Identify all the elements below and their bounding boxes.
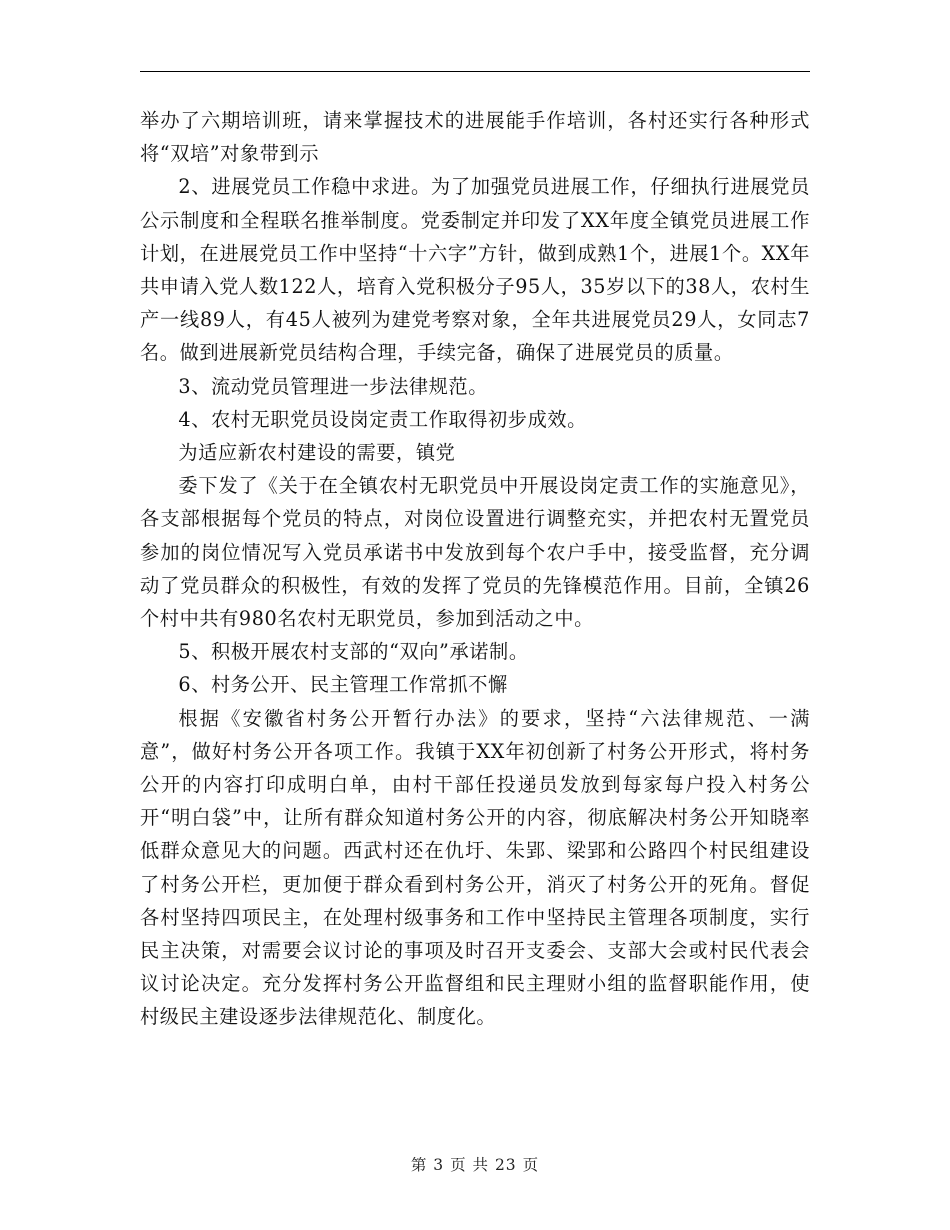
- paragraph: 6、村务公开、民主管理工作常抓不懈: [178, 673, 508, 697]
- paragraph: 举办了六期培训班，请来掌握技术的进展能手作培训，各村还实行各种形式将“双培”对象带到示: [140, 109, 810, 166]
- paragraph: 为适应新农村建设的需要，镇党: [178, 441, 456, 465]
- header-rule: [140, 71, 810, 72]
- paragraph: 3、流动党员管理进一步法律规范。: [178, 374, 489, 398]
- page-footer: [0, 1153, 950, 1175]
- paragraph: 4、农村无职党员设岗定责工作取得初步成效。: [178, 407, 587, 431]
- paragraph: 5、积极开展农村支部的“双向”承诺制。: [178, 640, 529, 664]
- paragraph: 根据《安徽省村务公开暂行办法》的要求，坚持“六法律规范、一满意”，做好村务公开各项工作。我镇于XX年初创新了村务公开形式，将村务公开的内容打印成明白单，由村干部任投递员发放到每家每户投入村务公开“明白袋”中，让所有群众知道村务公开的内容，彻底解决村务公开知晓率低群众意见大的问题。西武村还在仇圩、朱郢、梁郢和公路四个村民组建设了村务公开栏，更加便于群众看到村务公开，消灭了村务公开的死角。督促各村坚持四项民主，在处理村级事务和工作中坚持民主管理各项制度，实行民主决策，对需要会议讨论的事项及时召开支委会、支部大会或村民代表会议讨论决定。充分发挥村务公开监督组和民主理财小组的监督职能作用，使村级民主建设逐步法律规范化、制度化。: [140, 706, 810, 1029]
- page-number: 第 3 页 共 23 页: [410, 1156, 540, 1174]
- paragraph: 2、进展党员工作稳中求进。为了加强党员进展工作，仔细执行进展党员公示制度和全程联名推举制度。党委制定并印发了XX年度全镇党员进展工作计划，在进展党员工作中坚持“十六字”方针，做到成熟1个，进展1个。XX年共申请入党人数122人，培育入党积极分子95人，35岁以下的38人，农村生产一线89人，有45人被列为建党考察对象，全年共进展党员29人，女同志7名。做到进展新党员结构合理，手续完备，确保了进展党员的质量。: [140, 175, 810, 365]
- paragraph: 委下发了《关于在全镇农村无职党员中开展设岗定责工作的实施意见》，各支部根据每个党员的特点，对岗位设置进行调整充实，并把农村无置党员参加的岗位情况写入党员承诺书中发放到每个农户手中，接受监督，充分调动了党员群众的积极性，有效的发挥了党员的先锋模范作用。目前，全镇26个村中共有980名农村无职党员，参加到活动之中。: [140, 474, 810, 631]
- document-body: [140, 104, 810, 1034]
